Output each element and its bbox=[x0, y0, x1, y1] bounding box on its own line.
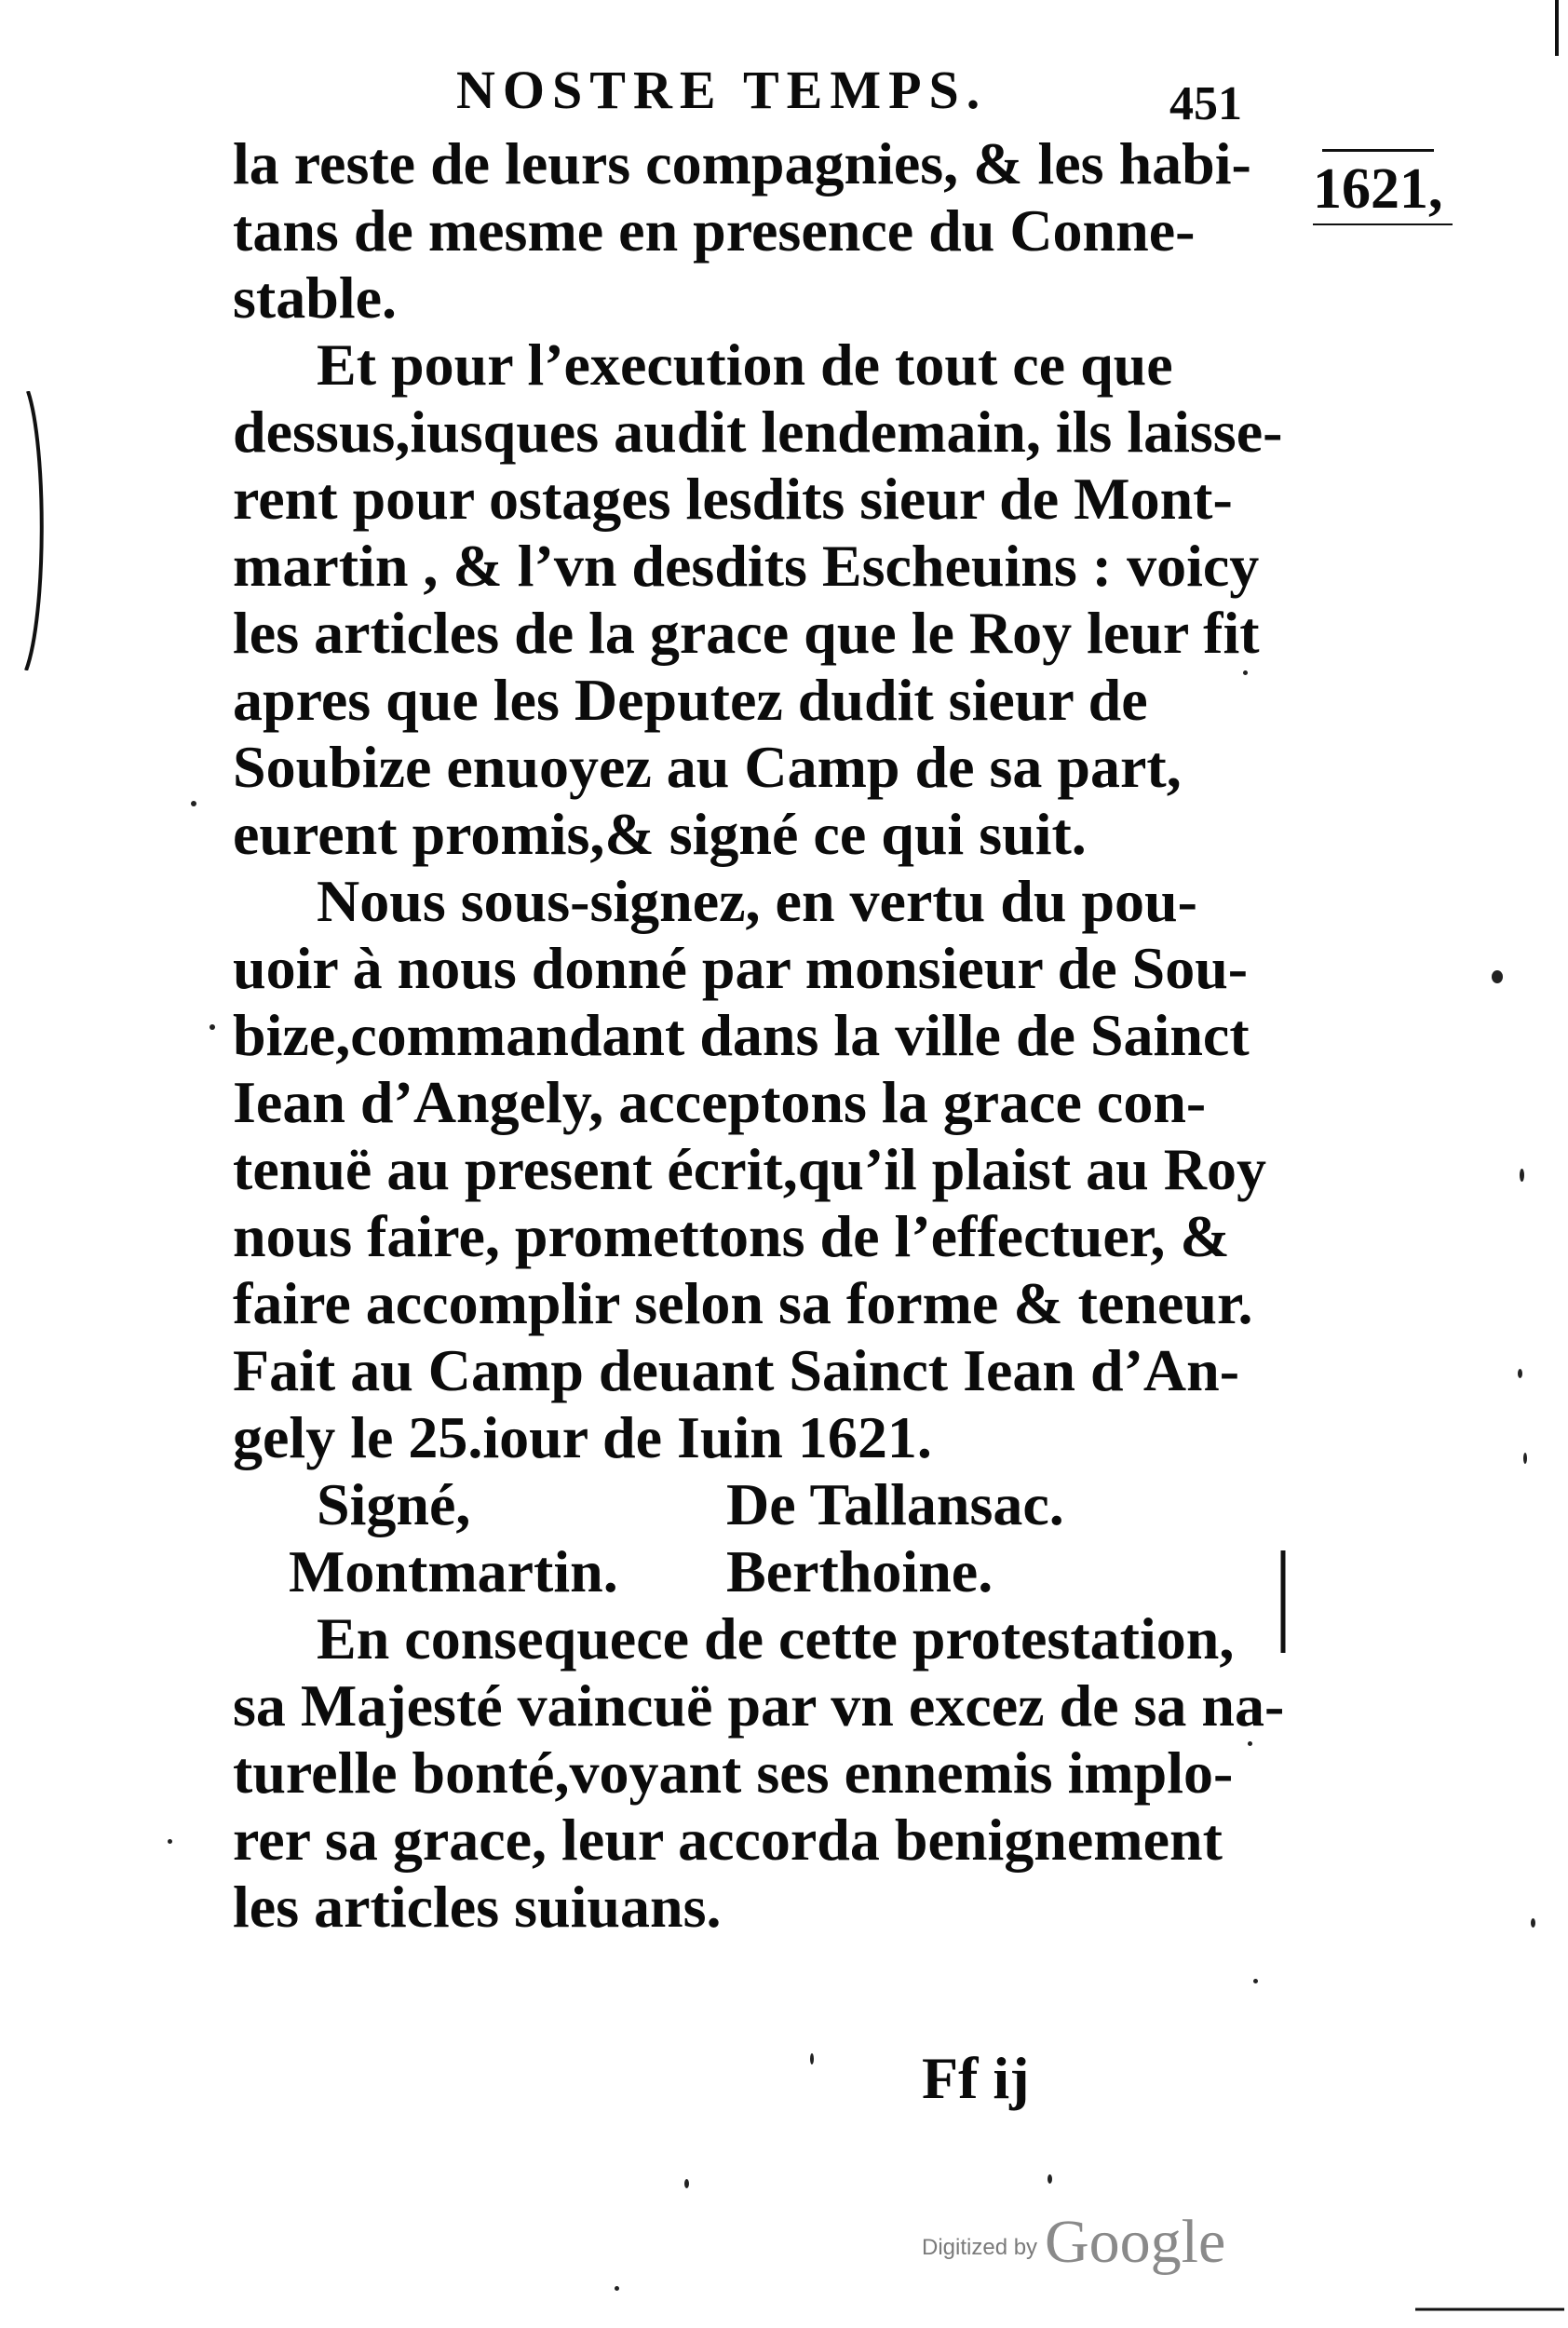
ink-speck bbox=[684, 2179, 689, 2188]
text-line: les articles suiuans. bbox=[233, 1874, 722, 1940]
margin-rule-top bbox=[1322, 149, 1434, 152]
paragraph-start-line: Nous sous-signez, en vertu du pou- bbox=[317, 868, 1197, 934]
paragraph-start-line: Et pour l’execution de tout ce que bbox=[317, 332, 1173, 398]
margin-year: 1621, bbox=[1313, 157, 1443, 221]
ink-speck bbox=[191, 801, 196, 806]
text-line: faire accomplir selon sa forme & teneur. bbox=[233, 1270, 1253, 1336]
ink-speck bbox=[210, 1024, 215, 1030]
ink-speck bbox=[615, 2286, 619, 2291]
text-line: la reste de leurs compagnies, & les habi- bbox=[233, 130, 1251, 196]
ink-speck bbox=[1253, 1979, 1258, 1983]
signatory-tallansac: De Tallansac. bbox=[726, 1471, 1064, 1537]
signature-row-2 bbox=[233, 1538, 1276, 1605]
digitized-watermark bbox=[922, 2207, 1276, 2276]
text-line: dessus,iusques audit lendemain, ils laisse- bbox=[233, 399, 1283, 465]
signatory-berthoine: Berthoine. bbox=[726, 1538, 994, 1604]
ink-speck bbox=[1492, 970, 1503, 983]
ink-speck bbox=[1243, 670, 1248, 675]
text-line: turelle bonté,voyant ses ennemis implo- bbox=[233, 1739, 1234, 1806]
margin-rule-bottom bbox=[1313, 223, 1453, 225]
ink-speck bbox=[1248, 1741, 1252, 1746]
text-line: martin , & l’vn desdits Escheuins : voicy bbox=[233, 533, 1260, 599]
text-line: tans de mesme en presence du Conne- bbox=[233, 197, 1196, 264]
text-line: uoir à nous donné par monsieur de Sou- bbox=[233, 935, 1249, 1001]
text-line: gely le 25.iour de Iuin 1621. bbox=[233, 1404, 932, 1470]
corner-rule bbox=[1415, 2300, 1564, 2319]
google-logo: Google bbox=[1045, 2208, 1226, 2276]
ink-speck bbox=[168, 1839, 172, 1844]
ink-speck bbox=[810, 2053, 814, 2064]
catchword: Ff ij bbox=[922, 2045, 1030, 2111]
text-line: les articles de la grace que le Roy leur fit bbox=[233, 600, 1260, 666]
paragraph-start-line: En consequece de cette protestation, bbox=[317, 1605, 1235, 1672]
signed-label: Signé, bbox=[317, 1471, 471, 1537]
ink-speck bbox=[1531, 1918, 1535, 1928]
text-line: rer sa grace, leur accorda benignement bbox=[233, 1807, 1223, 1873]
signature-row-1 bbox=[233, 1471, 1276, 1538]
ink-speck bbox=[1048, 2174, 1052, 2184]
text-line: sa Majesté vaincuë par vn excez de sa na- bbox=[233, 1672, 1285, 1739]
text-line: Fait au Camp deuant Sainct Iean d’An- bbox=[233, 1337, 1240, 1403]
ink-speck bbox=[1523, 1453, 1527, 1464]
left-margin-bracket bbox=[19, 391, 56, 670]
text-line: stable. bbox=[233, 264, 397, 331]
text-line: eurent promis,& signé ce qui suit. bbox=[233, 801, 1087, 867]
text-line: tenuë au present écrit,qu’il plaist au Roy bbox=[233, 1136, 1266, 1202]
text-line: Iean d’Angely, acceptons la grace con- bbox=[233, 1069, 1207, 1135]
text-line: bize,commandant dans la ville de Sainct bbox=[233, 1002, 1250, 1068]
ink-speck bbox=[1520, 1169, 1524, 1182]
text-line: Soubize enuoyez au Camp de sa part, bbox=[233, 734, 1182, 800]
right-margin-bar bbox=[1274, 1550, 1292, 1653]
text-line: nous faire, promettons de l’effectuer, & bbox=[233, 1203, 1230, 1269]
ink-speck bbox=[1518, 1369, 1522, 1378]
running-head: NOSTRE TEMPS. bbox=[456, 60, 988, 120]
right-margin-bar-top bbox=[1551, 0, 1568, 56]
body-text bbox=[233, 130, 1285, 1941]
signatory-montmartin: Montmartin. bbox=[289, 1538, 618, 1604]
text-line: apres que les Deputez dudit sieur de bbox=[233, 667, 1148, 733]
text-line: rent pour ostages lesdits sieur de Mont- bbox=[233, 466, 1233, 532]
watermark-prefix: Digitized by bbox=[922, 2235, 1038, 2260]
page-number: 451 bbox=[1169, 77, 1242, 130]
